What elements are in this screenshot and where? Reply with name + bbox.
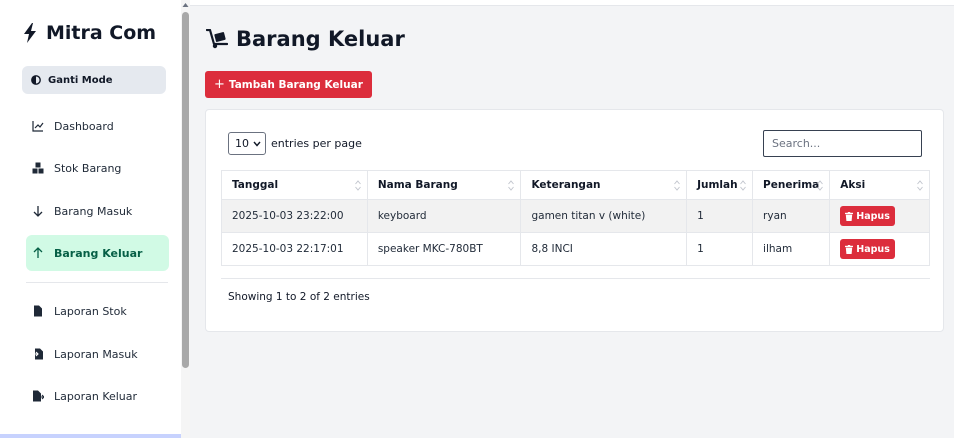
column-header-label: Jumlah xyxy=(697,179,738,191)
cell-nama-barang: speaker MKC-780BT xyxy=(367,233,521,266)
sidebar-divider xyxy=(26,282,168,283)
entries-per-page-select[interactable] xyxy=(228,132,266,155)
ganti-mode-label: Ganti Mode xyxy=(48,74,113,86)
entries-value: 10 xyxy=(235,137,249,150)
column-header-nama-barang[interactable] xyxy=(367,171,521,200)
arrow-down-icon xyxy=(32,205,44,217)
scroll-up-arrow-icon[interactable] xyxy=(182,2,189,8)
column-header-label: Nama Barang xyxy=(377,179,458,191)
bolt-icon xyxy=(22,23,38,43)
hapus-label: Hapus xyxy=(856,210,890,222)
sidebar-item-label: Barang Masuk xyxy=(54,204,133,218)
sort-icon xyxy=(817,180,823,191)
column-header-keterangan[interactable] xyxy=(521,171,687,200)
cell-penerima: ryan xyxy=(753,200,830,233)
sidebar-item-barang-masuk[interactable] xyxy=(26,193,170,229)
column-header-aksi[interactable] xyxy=(830,171,930,200)
sort-icon xyxy=(674,180,680,191)
top-bar xyxy=(190,0,954,6)
table-card xyxy=(205,109,944,332)
file-import-icon xyxy=(32,348,44,360)
boxes-icon xyxy=(32,162,44,174)
plus-icon: + xyxy=(214,77,225,92)
hapus-button[interactable] xyxy=(840,206,895,226)
cell-penerima: ilham xyxy=(753,233,830,266)
sidebar-item-dashboard[interactable] xyxy=(26,108,170,144)
page-title xyxy=(206,27,405,51)
cell-jumlah: 1 xyxy=(687,200,753,233)
sidebar-item-laporan-stok[interactable] xyxy=(26,293,170,329)
arrow-up-icon xyxy=(32,247,44,259)
tambah-barang-keluar-label: Tambah Barang Keluar xyxy=(228,78,363,91)
search-input[interactable] xyxy=(763,130,922,157)
cell-aksi xyxy=(830,233,930,266)
sidebar-item-label: Stok Barang xyxy=(54,161,122,175)
sidebar-partial-item xyxy=(0,434,181,438)
dolly-icon xyxy=(206,29,228,49)
column-header-label: Tanggal xyxy=(232,179,279,191)
page-title-text: Barang Keluar xyxy=(236,27,405,51)
entries-label: entries per page xyxy=(271,137,362,150)
hapus-label: Hapus xyxy=(856,243,890,255)
chart-line-icon xyxy=(32,120,44,132)
table-row xyxy=(222,200,930,233)
column-header-jumlah[interactable] xyxy=(687,171,753,200)
chevron-down-icon xyxy=(253,141,261,147)
sidebar-item-laporan-keluar[interactable] xyxy=(26,378,170,414)
table-footer-divider xyxy=(221,278,930,279)
hapus-button[interactable] xyxy=(840,239,895,259)
sort-icon xyxy=(740,180,746,191)
column-header-label: Keterangan xyxy=(531,179,601,191)
ganti-mode-button[interactable] xyxy=(22,66,166,94)
column-header-penerima[interactable] xyxy=(753,171,830,200)
cell-keterangan: 8,8 INCI xyxy=(521,233,687,266)
sidebar-item-label: Laporan Stok xyxy=(54,304,127,318)
table-header-row xyxy=(222,171,930,200)
column-header-label: Penerima xyxy=(763,179,820,191)
cell-tanggal: 2025-10-03 22:17:01 xyxy=(222,233,368,266)
sidebar-item-label: Dashboard xyxy=(54,119,114,133)
column-header-tanggal[interactable] xyxy=(222,171,368,200)
file-export-icon xyxy=(32,390,44,402)
half-circle-icon xyxy=(31,75,41,85)
sidebar-item-label: Laporan Keluar xyxy=(54,389,138,403)
sidebar-item-barang-keluar[interactable] xyxy=(26,235,169,271)
cell-jumlah: 1 xyxy=(687,233,753,266)
table-row xyxy=(222,233,930,266)
sidebar xyxy=(0,0,190,438)
sort-icon xyxy=(917,180,923,191)
tambah-barang-keluar-button[interactable] xyxy=(205,71,372,98)
sidebar-item-laporan-masuk[interactable] xyxy=(26,336,170,372)
cell-tanggal: 2025-10-03 23:22:00 xyxy=(222,200,368,233)
entries-control xyxy=(228,132,362,155)
sidebar-item-label: Laporan Masuk xyxy=(54,347,138,361)
trash-icon xyxy=(845,212,853,221)
file-icon xyxy=(32,305,44,317)
cell-keterangan: gamen titan v (white) xyxy=(521,200,687,233)
table-info: Showing 1 to 2 of 2 entries xyxy=(228,291,370,303)
barang-keluar-table xyxy=(221,170,930,266)
column-header-label: Aksi xyxy=(840,179,866,191)
cell-nama-barang: keyboard xyxy=(367,200,521,233)
sidebar-scrollbar-thumb[interactable] xyxy=(182,12,189,368)
brand-name: Mitra Com xyxy=(46,22,157,44)
cell-aksi xyxy=(830,200,930,233)
sidebar-item-stok-barang[interactable] xyxy=(26,150,170,186)
sort-icon xyxy=(355,180,361,191)
trash-icon xyxy=(845,245,853,254)
sidebar-item-label: Barang Keluar xyxy=(54,246,143,260)
sort-icon xyxy=(508,180,514,191)
brand[interactable] xyxy=(22,22,156,44)
